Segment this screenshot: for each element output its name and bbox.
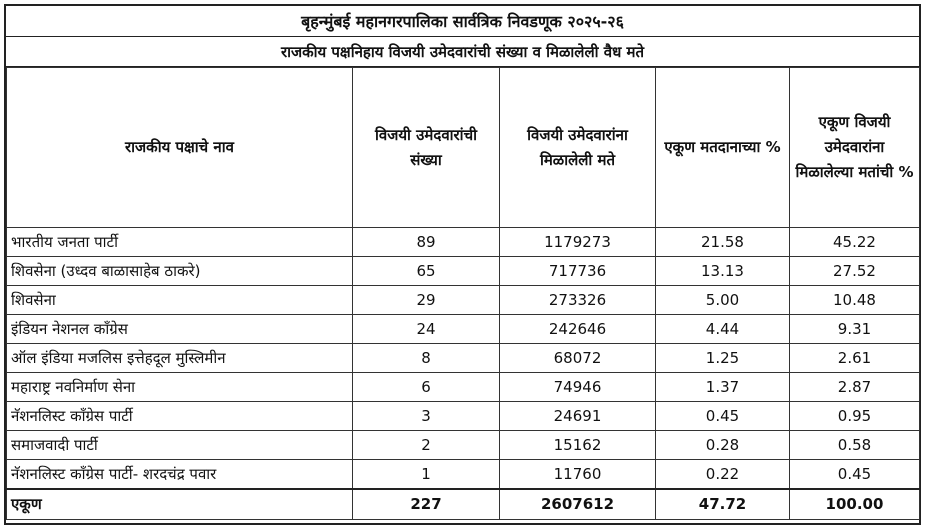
votes-cell: 74946 bbox=[500, 373, 656, 402]
page-subtitle: राजकीय पक्षनिहाय विजयी उमेदवारांची संख्या व मिळालेली वैध मते bbox=[6, 37, 919, 67]
seats-cell: 65 bbox=[353, 257, 500, 286]
table-row bbox=[7, 257, 920, 286]
table-row bbox=[7, 228, 920, 257]
pct-total-cell: 0.45 bbox=[656, 402, 790, 431]
seats-cell: 8 bbox=[353, 344, 500, 373]
votes-cell: 15162 bbox=[500, 431, 656, 460]
party-name: भारतीय जनता पार्टी bbox=[7, 228, 353, 257]
pct-total-cell: 21.58 bbox=[656, 228, 790, 257]
party-name: शिवसेना bbox=[7, 286, 353, 315]
header-votes: विजयी उमेदवारांना मिळालेली मते bbox=[500, 68, 656, 228]
pct-winning-cell: 0.45 bbox=[790, 460, 920, 489]
party-name: नॅशनलिस्ट कॉंग्रेस पार्टी bbox=[7, 402, 353, 431]
seats-cell: 29 bbox=[353, 286, 500, 315]
page-title: बृहन्मुंबई महानगरपालिका सार्वत्रिक निवडणूक २०२५-२६ bbox=[6, 6, 919, 37]
pct-winning-cell: 0.95 bbox=[790, 402, 920, 431]
table-row bbox=[7, 431, 920, 460]
pct-total-cell: 4.44 bbox=[656, 315, 790, 344]
table-row bbox=[7, 460, 920, 489]
party-name: समाजवादी पार्टी bbox=[7, 431, 353, 460]
pct-total-cell: 0.22 bbox=[656, 460, 790, 489]
seats-cell: 6 bbox=[353, 373, 500, 402]
table-row bbox=[7, 286, 920, 315]
pct-winning-cell: 0.58 bbox=[790, 431, 920, 460]
total-seats: 227 bbox=[353, 489, 500, 520]
seats-cell: 2 bbox=[353, 431, 500, 460]
pct-total-cell: 13.13 bbox=[656, 257, 790, 286]
total-votes: 2607612 bbox=[500, 489, 656, 520]
pct-winning-cell: 2.61 bbox=[790, 344, 920, 373]
pct-total-cell: 0.28 bbox=[656, 431, 790, 460]
votes-cell: 242646 bbox=[500, 315, 656, 344]
results-table bbox=[6, 67, 920, 520]
table-row bbox=[7, 315, 920, 344]
votes-cell: 11760 bbox=[500, 460, 656, 489]
pct-total-cell: 1.25 bbox=[656, 344, 790, 373]
header-pct-winning: एकूण विजयी उमेदवारांना मिळालेल्या मतांची % bbox=[790, 68, 920, 228]
header-pct-total: एकूण मतदानाच्या % bbox=[656, 68, 790, 228]
seats-cell: 89 bbox=[353, 228, 500, 257]
table-row bbox=[7, 373, 920, 402]
header-party: राजकीय पक्षाचे नाव bbox=[7, 68, 353, 228]
pct-winning-cell: 10.48 bbox=[790, 286, 920, 315]
seats-cell: 3 bbox=[353, 402, 500, 431]
total-pct-winning: 100.00 bbox=[790, 489, 920, 520]
pct-winning-cell: 2.87 bbox=[790, 373, 920, 402]
table-row bbox=[7, 402, 920, 431]
votes-cell: 24691 bbox=[500, 402, 656, 431]
total-row bbox=[7, 489, 920, 520]
pct-winning-cell: 9.31 bbox=[790, 315, 920, 344]
party-name: महाराष्ट्र नवनिर्माण सेना bbox=[7, 373, 353, 402]
party-name: इंडियन नेशनल कॉंग्रेस bbox=[7, 315, 353, 344]
votes-cell: 1179273 bbox=[500, 228, 656, 257]
votes-cell: 273326 bbox=[500, 286, 656, 315]
seats-cell: 1 bbox=[353, 460, 500, 489]
pct-winning-cell: 45.22 bbox=[790, 228, 920, 257]
total-pct-total: 47.72 bbox=[656, 489, 790, 520]
pct-total-cell: 1.37 bbox=[656, 373, 790, 402]
header-seats: विजयी उमेदवारांची संख्या bbox=[353, 68, 500, 228]
pct-total-cell: 5.00 bbox=[656, 286, 790, 315]
votes-cell: 717736 bbox=[500, 257, 656, 286]
party-name: शिवसेना (उध्दव बाळासाहेब ठाकरे) bbox=[7, 257, 353, 286]
pct-winning-cell: 27.52 bbox=[790, 257, 920, 286]
party-name: ऑल इंडिया मजलिस इत्तेहदूल मुस्लिमीन bbox=[7, 344, 353, 373]
table-row bbox=[7, 344, 920, 373]
total-label: एकूण bbox=[7, 489, 353, 520]
results-sheet bbox=[4, 4, 921, 525]
party-name: नॅशनलिस्ट कॉंग्रेस पार्टी- शरदचंद्र पवार bbox=[7, 460, 353, 489]
votes-cell: 68072 bbox=[500, 344, 656, 373]
seats-cell: 24 bbox=[353, 315, 500, 344]
header-row bbox=[7, 68, 920, 228]
